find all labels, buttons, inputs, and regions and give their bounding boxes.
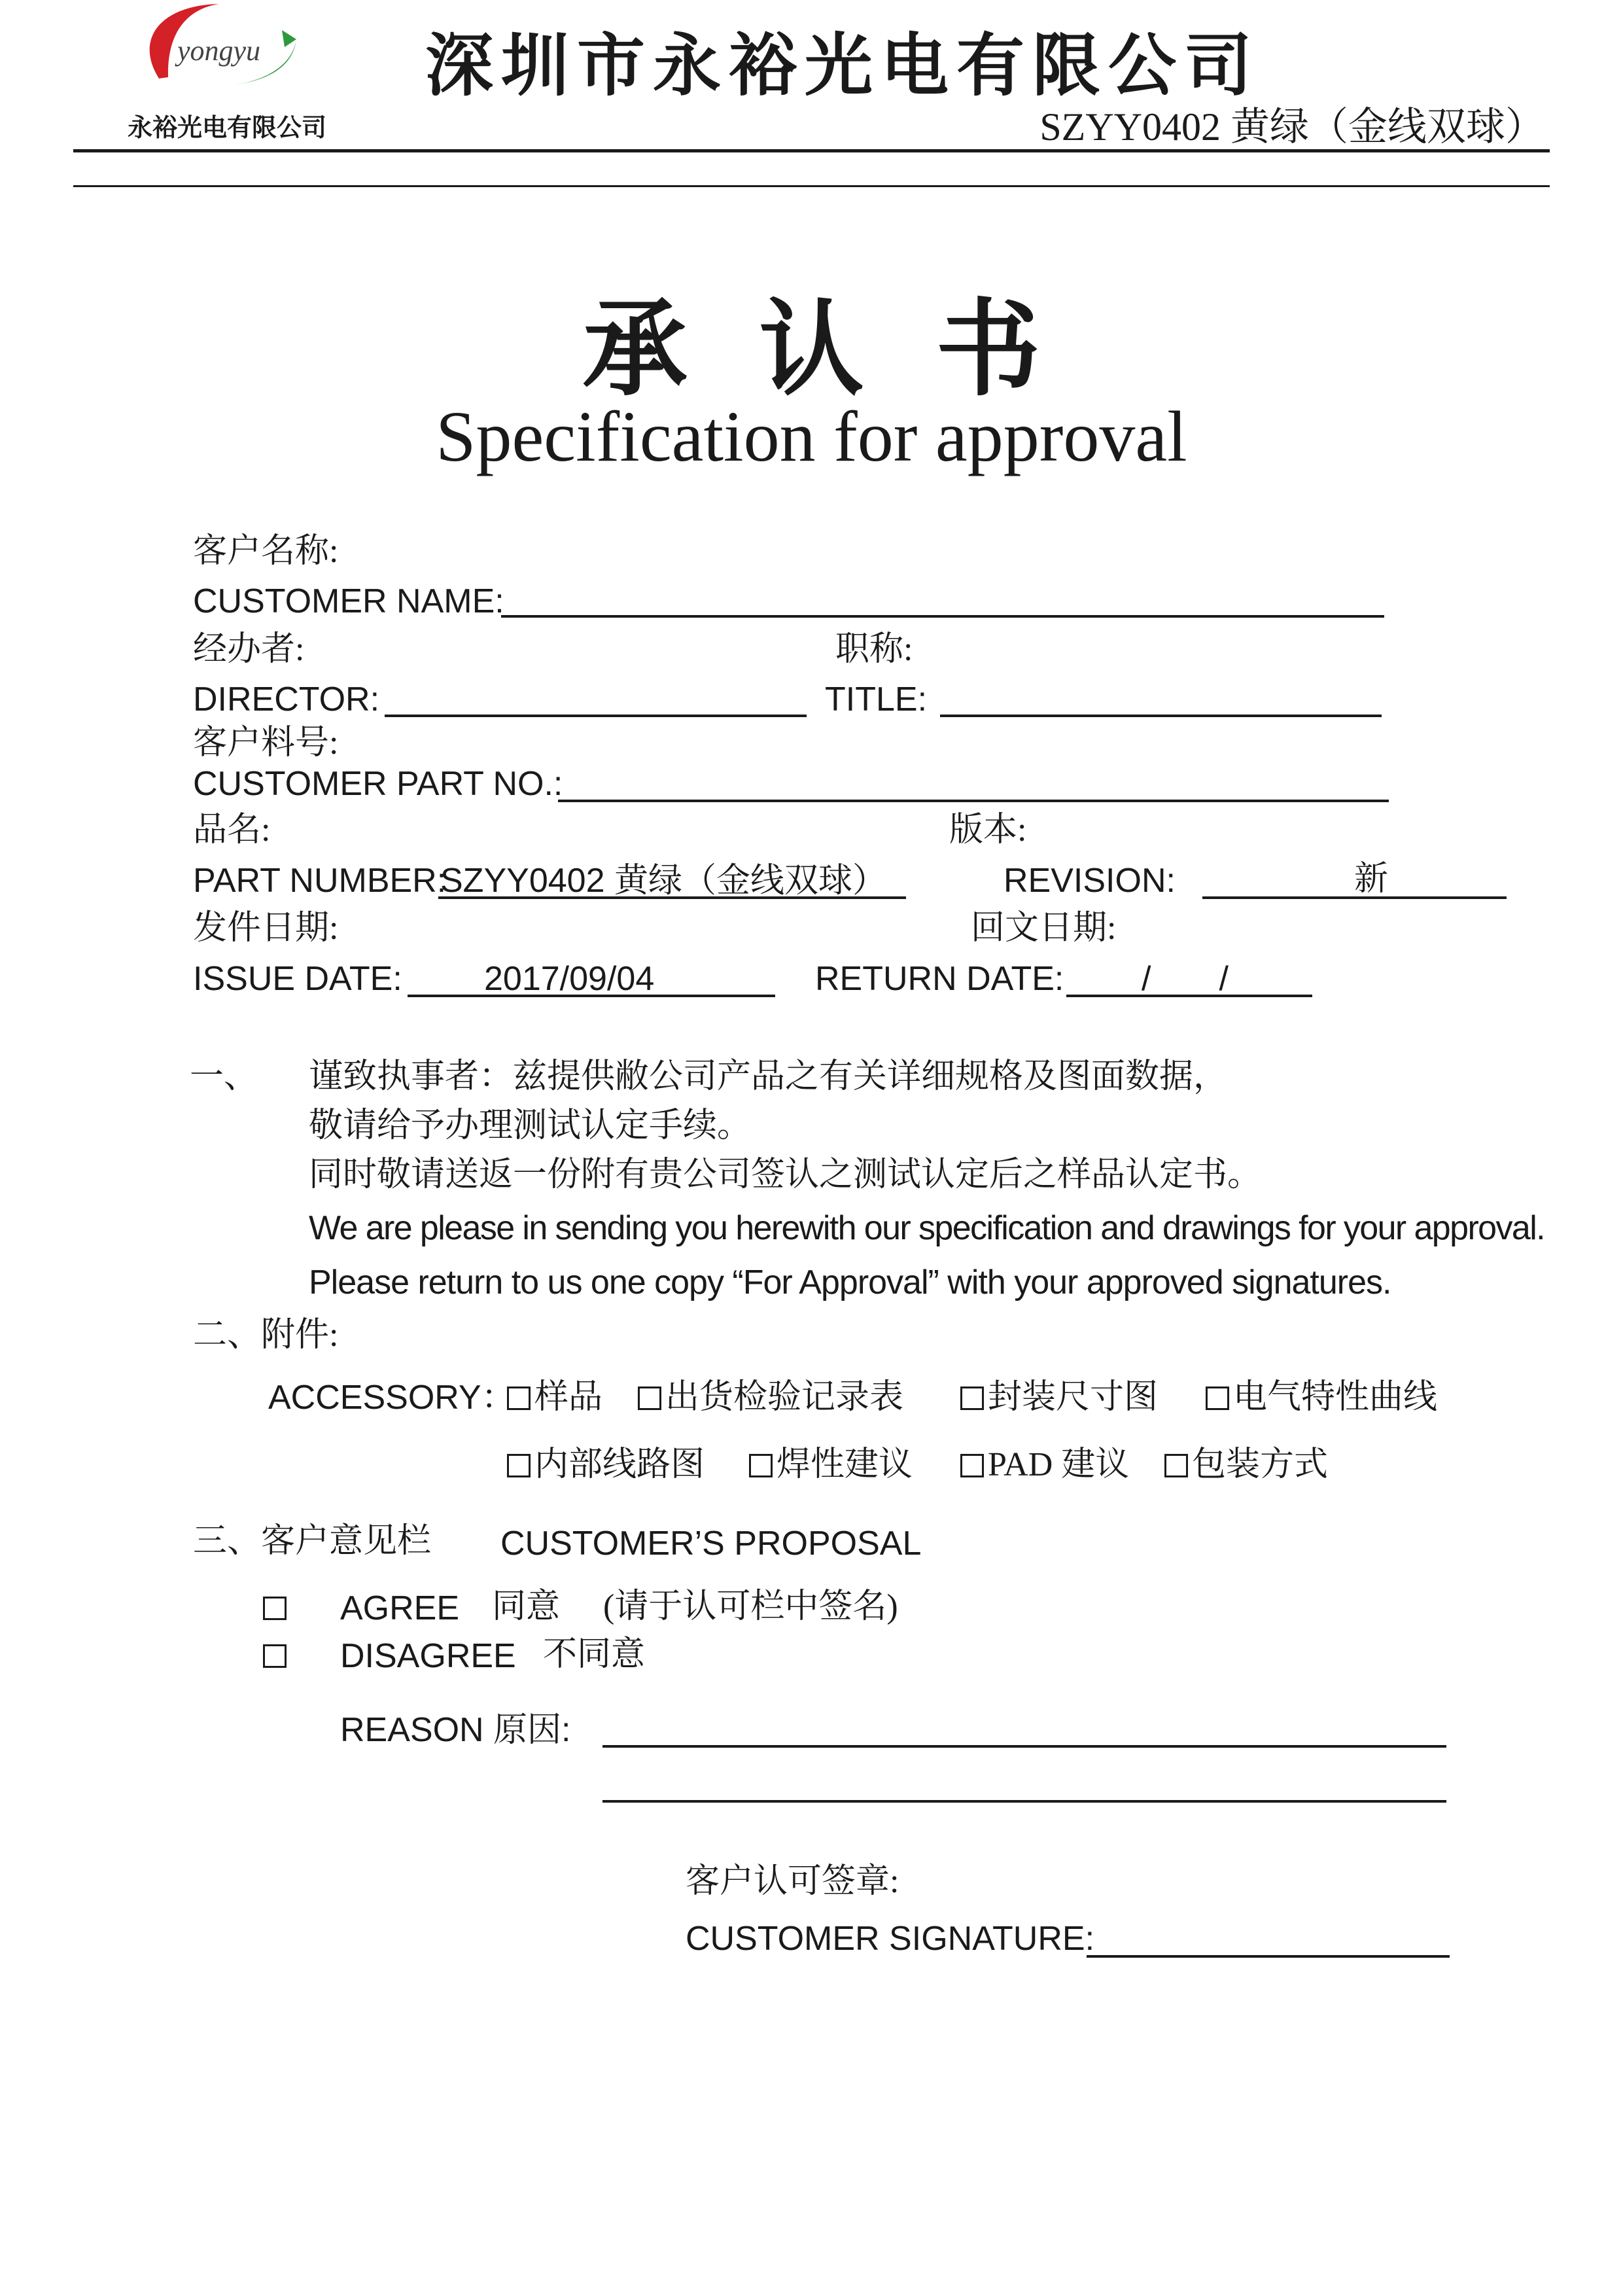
accessory-item-inspection-record[interactable]: 出货检验记录表	[638, 1381, 903, 1415]
part-name-label-cn: 品名:	[193, 811, 271, 849]
disagree-label: DISAGREE	[340, 1637, 516, 1675]
checkbox-icon[interactable]	[638, 1386, 661, 1410]
revision-value: 新	[1354, 860, 1389, 898]
accessory-item-samples[interactable]: 样品	[507, 1381, 602, 1415]
director-label: DIRECTOR:	[193, 680, 380, 718]
revision-label: REVISION:	[1003, 862, 1176, 900]
accessory-item-pad-advice[interactable]: PAD 建议	[960, 1448, 1129, 1482]
section3-heading-en: CUSTOMER’S PROPOSAL	[500, 1525, 922, 1563]
signature-label-cn: 客户认可签章:	[686, 1863, 899, 1900]
section1-line4: We are please in sending you herewith our specification and drawings for your approval.	[309, 1209, 1545, 1247]
section3-heading: 三、客户意见栏	[193, 1523, 432, 1560]
customer-part-label-cn: 客户料号:	[193, 724, 339, 762]
issue-date-label: ISSUE DATE:	[193, 960, 402, 998]
signature-label: CUSTOMER SIGNATURE:	[686, 1920, 1095, 1958]
reason-label: REASON 原因:	[340, 1711, 571, 1749]
logo-text: yongyu	[177, 35, 261, 67]
revision-label-cn: 版本:	[949, 811, 1027, 849]
title-chinese: 承认书	[582, 292, 1113, 408]
revision-field[interactable]	[1202, 896, 1507, 899]
document-code: SZYY0402 黄绿（金线双球）	[1039, 105, 1544, 149]
issue-date-label-cn: 发件日期:	[193, 910, 339, 947]
section1-line2: 敬请给予办理测试认定手续。	[309, 1107, 752, 1144]
accessory-item-soldering-advice[interactable]: 焊性建议	[749, 1448, 913, 1482]
return-date-field[interactable]	[1066, 995, 1312, 997]
company-logo	[121, 0, 304, 105]
checkbox-icon[interactable]	[749, 1454, 773, 1477]
part-number-value: SZYY0402 黄绿（金线双球）	[440, 862, 886, 900]
agree-checkbox[interactable]	[263, 1597, 287, 1620]
return-date-label: RETURN DATE:	[815, 960, 1064, 998]
issue-date-field[interactable]	[408, 995, 775, 997]
disagree-label-cn: 不同意	[543, 1636, 646, 1673]
title-label: TITLE:	[825, 680, 928, 718]
issue-date-value: 2017/09/04	[484, 960, 655, 998]
part-number-label: PART NUMBER:	[193, 862, 447, 900]
director-field[interactable]	[385, 715, 807, 717]
customer-name-label: CUSTOMER NAME:	[193, 582, 504, 620]
section1-line1: 谨致执事者：兹提供敝公司产品之有关详细规格及图面数据，	[309, 1058, 1228, 1095]
customer-name-label-cn: 客户名称:	[193, 533, 339, 570]
reason-field-line2[interactable]	[602, 1800, 1446, 1803]
section1-line5: Please return to us one copy “For Approval” with your approved signatures.	[309, 1263, 1391, 1301]
accessory-item-package-drawing[interactable]: 封装尺寸图	[960, 1381, 1158, 1415]
return-date-value: / /	[1142, 960, 1229, 998]
disagree-checkbox[interactable]	[263, 1644, 287, 1668]
checkbox-icon[interactable]	[960, 1386, 984, 1410]
title-label-cn: 职称:	[835, 631, 913, 668]
section2-heading: 二、附件:	[193, 1316, 339, 1354]
header-divider-thick	[73, 149, 1550, 152]
signature-field[interactable]	[1087, 1955, 1450, 1958]
company-name: 深圳市永裕光电有限公司	[425, 29, 1261, 104]
customer-name-field[interactable]	[501, 615, 1384, 618]
agree-label-cn: 同意	[492, 1588, 561, 1625]
header-divider-thin	[73, 185, 1550, 187]
agree-note: (请于认可栏中签名)	[603, 1588, 898, 1625]
customer-part-field[interactable]	[558, 800, 1389, 802]
accessory-item-internal-circuit[interactable]: 内部线路图	[507, 1448, 705, 1482]
checkbox-icon[interactable]	[1206, 1386, 1229, 1410]
reason-field-line1[interactable]	[602, 1745, 1446, 1748]
accessory-item-packaging[interactable]: 包装方式	[1164, 1448, 1328, 1482]
accessory-item-electrical-curves[interactable]: 电气特性曲线	[1206, 1381, 1437, 1415]
title-english: Specification for approval	[436, 397, 1187, 476]
title-field[interactable]	[940, 715, 1382, 717]
agree-label: AGREE	[340, 1589, 460, 1627]
accessory-label: ACCESSORY：	[268, 1379, 515, 1417]
section1-line3: 同时敬请送返一份附有贵公司签认之测试认定后之样品认定书。	[309, 1156, 1262, 1193]
director-label-cn: 经办者:	[193, 631, 305, 668]
checkbox-icon[interactable]	[507, 1386, 531, 1410]
checkbox-icon[interactable]	[1164, 1454, 1188, 1477]
checkbox-icon[interactable]	[960, 1454, 984, 1477]
logo-subtitle: 永裕光电有限公司	[128, 115, 327, 142]
checkbox-icon[interactable]	[507, 1454, 531, 1477]
part-number-field[interactable]	[438, 896, 906, 899]
return-date-label-cn: 回文日期:	[971, 910, 1117, 947]
section1-number: 一、	[190, 1058, 258, 1095]
customer-part-label: CUSTOMER PART NO.:	[193, 765, 563, 803]
